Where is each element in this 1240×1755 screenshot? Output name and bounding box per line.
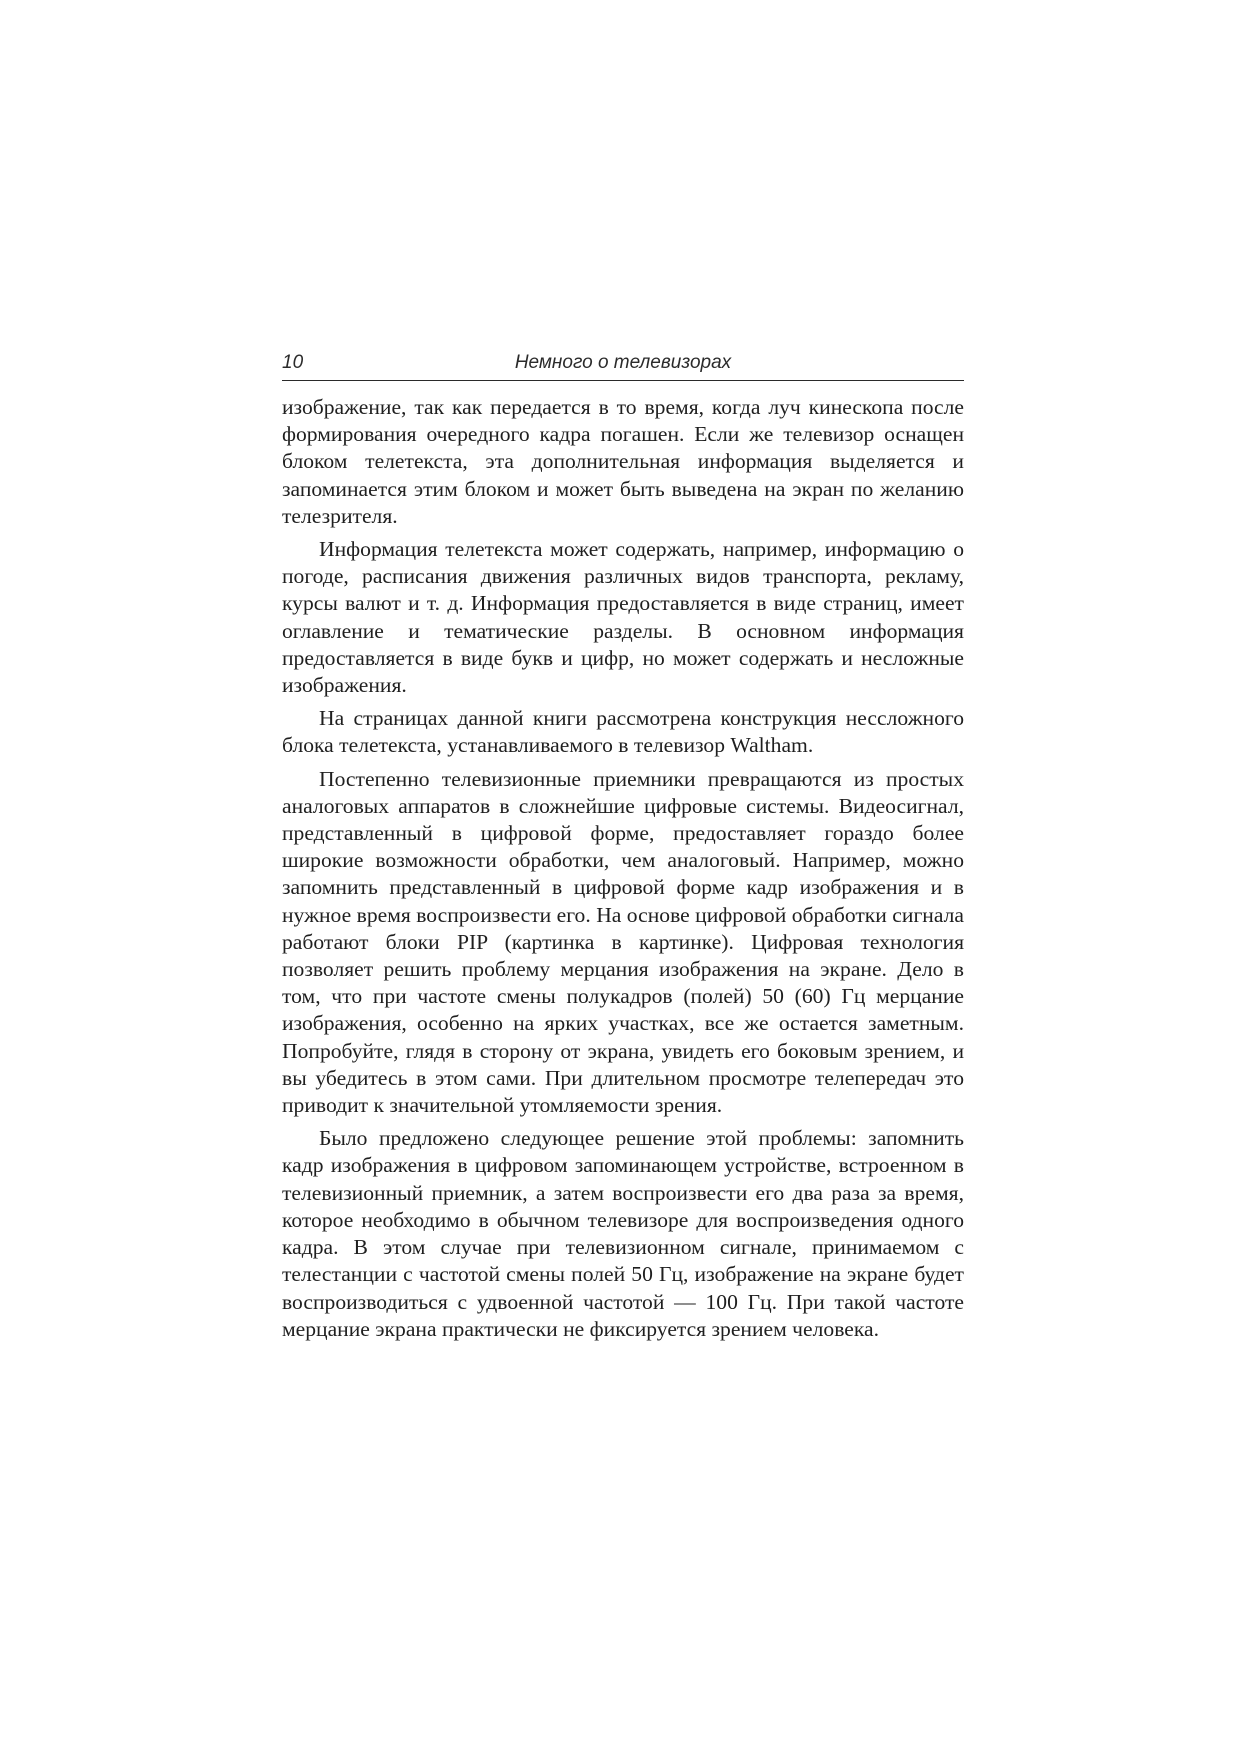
- body-text: [282, 394, 964, 1349]
- paragraph-flicker-solution: Было предложено следующее решение этой проблемы: запомнить кадр изображения в цифровом запоминающем устройстве, встроенном в телевизионный приемник, а затем воспроизвести его два раза за время, которое необходимо в обычном телевизоре для воспроизведения одного кадра. В этом случае при телевизионном сигнале, принимаемом с телестанции с частотой смены полей 50 Гц, изображение на экране будет воспроизводиться с удвоенной частотой — 100 Гц. При такой частоте мерцание экрана практически не фиксируется зрением человека.: [282, 1126, 964, 1341]
- paragraph-digital-tv: Постепенно телевизионные приемники превращаются из простых аналоговых аппаратов в сложнейшие цифровые системы. Видеосигнал, представленный в цифровой форме, предоставляет гораздо более широкие возможности обработки, чем аналоговый. Например, можно запомнить представленный в цифровой форме кадр изображения и в нужное время воспроизвести его. На основе цифровой обработки сигнала работают блоки PIP (картинка в картинке). Цифровая технология позволяет решить проблему мерцания изображения на экране. Дело в том, что при частоте смены полукадров (полей) 50 (60) Гц мерцание изображения, особенно на ярких участках, все же остается заметным. Попробуйте, глядя в сторону от экрана, увидеть его боковым зрением, и вы убедитесь в этом сами. При длительном просмотре телепередач это приводит к значительной утомляемости зрения.: [282, 766, 964, 1118]
- running-header: [282, 350, 964, 381]
- paragraph-teletext-content: Информация телетекста может содержать, например, информацию о погоде, расписания движения различных видов транспорта, рекламу, курсы валют и т. д. Информация предоставляется в виде страниц, имеет оглавление и тематические разделы. В основном информация предоставляется в виде букв и цифр, но может содержать и несложные изображения.: [282, 537, 964, 698]
- paragraph-continuation: изображение, так как передается в то время, когда луч кинескопа после формирования очередного кадра погашен. Если же телевизор оснащен блоком телетекста, эта дополнительная информация выделяется и запоминается этим блоком и может быть выведена на экран по желанию телезрителя.: [282, 395, 964, 528]
- page-number: 10: [282, 352, 304, 373]
- paragraph-book-scope: На страницах данной книги рассмотрена конструкция нессложного блока телетекста, устанавливаемого в телевизор Waltham.: [282, 706, 964, 758]
- running-title: Немного о телевизорах: [514, 352, 732, 373]
